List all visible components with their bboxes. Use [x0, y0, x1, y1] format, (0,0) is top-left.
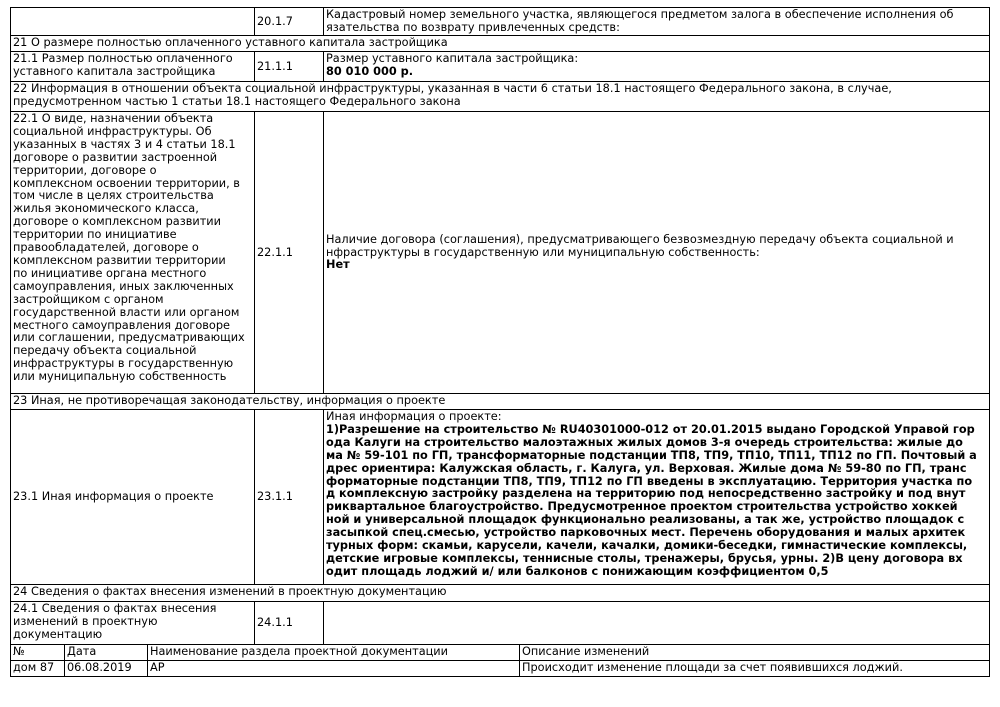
row-20-1-7-label-cell — [10, 7, 255, 36]
section-24-1-value-cell — [323, 601, 990, 645]
section-23-1-value-cell — [323, 409, 990, 585]
section-24-1-label: 24.1 Сведения о фактах внесения изменений в проектную документацию — [10, 601, 255, 645]
changes-header-section: Наименование раздела проектной документации — [147, 644, 520, 661]
code-20-1-7: 20.1.7 — [257, 14, 293, 28]
row-20-1-7-value-cell — [323, 7, 990, 36]
section-21-heading: 21 О размере полностью оплаченного уставного капитала застройщика — [10, 35, 990, 52]
table-row-date: 06.08.2019 — [64, 660, 148, 677]
code-24-1-1-cell — [254, 601, 324, 645]
table-row-section: АР — [147, 660, 520, 677]
section-23-1-label: 23.1 Иная информация о проекте — [13, 490, 214, 504]
section-21-1-value-cell — [323, 51, 990, 82]
section-22-1-value-cell — [323, 111, 990, 394]
changes-header-description: Описание изменений — [519, 644, 990, 661]
code-23-1-1: 23.1.1 — [257, 490, 293, 504]
capital-size-value: 80 010 000 р. — [326, 64, 414, 78]
code-23-1-1-cell — [254, 409, 324, 585]
capital-size-label: Размер уставного капитала застройщика: — [326, 52, 579, 65]
agreement-value: Нет — [326, 258, 350, 272]
code-21-1-1: 21.1.1 — [257, 59, 293, 73]
code-22-1-1: 22.1.1 — [257, 245, 293, 259]
changes-header-number: № — [10, 644, 65, 661]
row-20-1-7-code-cell — [254, 7, 324, 36]
social-infrastructure-agreement: Наличие договора (соглашения), предусматривающего безвозмездную передачу объекта социальной и нфраструктуры в государственную или муниципальную собственность: Нет — [326, 232, 954, 272]
other-info-label: Иная информация о проекте: — [326, 410, 502, 423]
section-23-heading: 23 Иная, не противоречащая законодательству, информация о проекте — [10, 393, 990, 410]
section-24-heading: 24 Сведения о фактах внесения изменений в проектную документацию — [10, 584, 990, 602]
code-22-1-1-cell — [254, 111, 324, 394]
section-23-1-label-cell — [10, 409, 255, 585]
section-21-1-label: 21.1 Размер полностью оплаченного уставного капитала застройщика — [10, 51, 255, 82]
changes-header-date: Дата — [64, 644, 148, 661]
section-22-heading: 22 Информация в отношении объекта социальной инфраструктуры, указанная в части 6 статьи 18.1 настоящего Федерального закона, в случае, предусмотренном частью 1 статьи 18.1 настоящего Федерального закона — [10, 81, 990, 112]
cadastral-number-label: Кадастровый номер земельного участка, являющегося предметом залога в обеспечение исполнения об язательства по возврату привлеченных средств: — [326, 8, 954, 34]
table-row-description: Происходит изменение площади за счет появившихся лоджий. — [519, 660, 990, 677]
code-24-1-1: 24.1.1 — [257, 616, 293, 630]
other-info-text: 1)Разрешение на строительство № RU40301000-012 от 20.01.2015 выдано Городской Управой гор ода Калуги на строительство малоэтажных жилых домов 3-я очередь строительства: жилые до ма № 59-101 по ГП, трансформаторные подстанции ТП8, ТП9, ТП10, ТП11, ТП12 по ГП. Почтовый а дрес ориентира: Калужская область, г. Калуга, ул. Верховая. Жилые дома № 59-80 по ГП, транс форматорные подстанции ТП8, ТП9, ТП12 по ГП введены в эксплуатацию. Территория участка по д комплексную застройку разделена на территорию под непосредственно застройку и под внут риквартальное благоустройство. Предусмотренное проектом строительства устройство хоккей ной и универсальной площадок функционально реализованы, а так же, устройство площадок с засыпкой спец.смесью, устройство парковочных мест. Перечень оборудования и малых архитек турных форм: скамьи, карусели, качели, качалки, домики-беседки, гимнастические комплексы, детские игровые комплексы, теннисные столы, тренажеры, брусья, урны. 2)В цену договора вх одит площадь лоджий и/ или балконов с понижающим коэффициентом 0,5 — [326, 422, 977, 578]
code-21-1-1-cell — [254, 51, 324, 82]
section-22-1-label: 22.1 О виде, назначении объекта социальной инфраструктуры. Об указанных в частях 3 и 4 статьи 18.1 договоре о развитии застроенной территории, договоре о комплексном освоении территории, в том числе в целях строительства жилья экономического класса, договоре о комплексном развитии территории по инициативе правообладателей, договоре о комплексном развитии территории по инициативе органа местного самоуправления, иных заключенных застройщиком с органом государственной власти или органом местного самоуправления договоре или соглашении, предусматривающих передачу объекта социальной инфраструктуры в государственную или муниципальную собственность — [10, 111, 255, 394]
table-row-number: дом 87 — [10, 660, 65, 677]
